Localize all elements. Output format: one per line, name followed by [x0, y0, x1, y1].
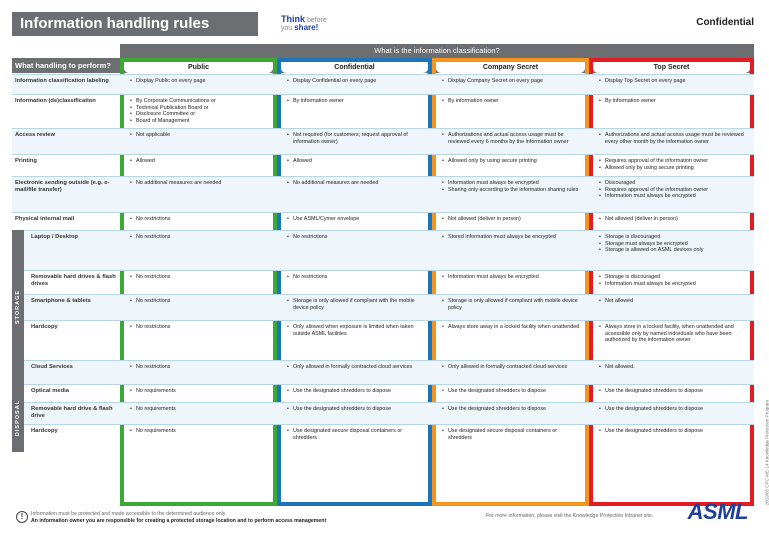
rule-item: • No restrictions	[130, 216, 268, 223]
rule-item: • No restrictions	[130, 234, 268, 241]
table-row	[12, 424, 754, 452]
table-row	[12, 230, 754, 270]
rule-item: • Always store away in a locked facility when unattended	[442, 324, 580, 331]
cell-public	[124, 425, 273, 452]
column-header: Top Secret	[593, 62, 750, 73]
column-header: Company Secret	[436, 62, 585, 73]
row-label: Physical internal mail	[15, 216, 75, 222]
cell-public	[124, 75, 273, 94]
rule-item: • No restrictions	[130, 364, 268, 371]
footer-more-info: For more information, please visit the Knowledge Protection Intranet site.	[486, 513, 654, 519]
cell-public	[124, 403, 273, 424]
cell-company-secret	[436, 155, 585, 176]
rule-item: • Not required (for customers; request approval of information owner)	[287, 132, 423, 145]
classification-marking: Confidential	[696, 17, 754, 28]
cell-public	[124, 295, 273, 320]
cell-top-secret	[593, 213, 750, 230]
classification-header: What is the information classification?	[120, 44, 754, 58]
rule-item: • Storage is discouraged	[599, 274, 745, 281]
table-row	[12, 294, 754, 320]
table-row	[12, 176, 754, 212]
rule-item: • Disclosure Committee or	[130, 111, 268, 118]
rule-item: • Display Top Secret on every page	[599, 78, 745, 85]
cell-confidential	[281, 95, 428, 128]
asml-logo: ASML	[687, 499, 748, 524]
table-row	[12, 94, 754, 128]
rule-item: • No restrictions	[130, 324, 268, 331]
row-label: Removable hard drives & flash drives	[31, 274, 116, 287]
table-row	[12, 212, 754, 230]
cell-top-secret	[593, 155, 750, 176]
cell-confidential	[281, 321, 428, 360]
rule-item: • Only allowed in formally contracted cloud services	[287, 364, 423, 371]
cell-public	[124, 231, 273, 270]
cell-top-secret	[593, 75, 750, 94]
rule-item: • Storage is allowed on ASML devices only	[599, 247, 745, 254]
column-header: Confidential	[281, 62, 428, 73]
row-label: Electronic sending outside (e.g. e-mail/file transfer)	[15, 180, 110, 193]
rule-item: • Storage is only allowed if compliant with the mobile device policy	[287, 298, 423, 311]
cell-top-secret	[593, 231, 750, 270]
rule-item: • No requirements	[130, 388, 268, 395]
cell-public	[124, 361, 273, 384]
row-label: Laptop / Desktop	[31, 234, 79, 240]
cell-confidential	[281, 271, 428, 294]
rule-item: • Authorizations and actual access usage must be reviewed every 6 months by the information owner	[442, 132, 580, 145]
rule-item: • Use the designated shredders to dispose	[287, 388, 423, 395]
rule-item: • No restrictions	[130, 274, 268, 281]
handling-header: What handling to perform?	[12, 58, 120, 73]
cell-company-secret	[436, 361, 585, 384]
table-row	[12, 128, 754, 154]
rule-item: • Requires approval of the information owner	[599, 158, 745, 165]
row-label: Hardcopy	[31, 324, 58, 330]
rule-item: • Use designated secure disposal containers or shredders	[287, 428, 423, 441]
cell-confidential	[281, 177, 428, 212]
rule-item: • No restrictions	[287, 234, 423, 241]
think-before-you-share-logo: Think before you share!	[281, 14, 327, 32]
row-label: Access review	[15, 132, 55, 138]
table-row	[12, 360, 754, 384]
cell-public	[124, 271, 273, 294]
cell-confidential	[281, 231, 428, 270]
cell-company-secret	[436, 385, 585, 402]
cell-public	[124, 177, 273, 212]
row-label: Removable hard drive & flash drive	[31, 406, 113, 419]
cell-top-secret	[593, 177, 750, 212]
rule-item: • No restrictions	[130, 298, 268, 305]
cell-company-secret	[436, 295, 585, 320]
rule-item: • No restrictions	[287, 274, 423, 281]
rule-item: • Allowed	[287, 158, 423, 165]
cell-confidential	[281, 155, 428, 176]
document-id: 2019/05 CPC-ME-14 Knowledge Protection Program	[764, 400, 769, 506]
cell-company-secret	[436, 425, 585, 452]
cell-company-secret	[436, 95, 585, 128]
row-label: Optical media	[31, 388, 70, 394]
cell-company-secret	[436, 129, 585, 154]
cell-top-secret	[593, 361, 750, 384]
cell-top-secret	[593, 271, 750, 294]
column-header: Public	[124, 62, 273, 73]
rule-item: • Storage must always be encrypted	[599, 241, 745, 248]
info-icon: !	[16, 511, 28, 523]
cell-top-secret	[593, 321, 750, 360]
rule-item: • Information must always be encrypted	[599, 281, 745, 288]
rule-item: • Not allowed.	[599, 364, 745, 371]
cell-company-secret	[436, 213, 585, 230]
table-row	[12, 320, 754, 360]
footer-note: Information must be protected and made accessible to the determined audience only. An information owner you are responsible for creating a protected storage location and to perform access management	[31, 511, 327, 524]
rule-item: • Allowed only by using secure printing	[599, 165, 745, 172]
rule-item: • Board of Management	[130, 118, 268, 125]
rule-item: • Information must always be encrypted	[442, 274, 580, 281]
rule-item: • By information owner	[287, 98, 423, 105]
row-label: Hardcopy	[31, 428, 58, 434]
rule-item: • Only allowed when exposure is limited when taken outside ASML facilities	[287, 324, 423, 337]
rule-item: • By information owner	[442, 98, 580, 105]
rule-item: • By information owner	[599, 98, 745, 105]
cell-public	[124, 155, 273, 176]
disposal-group-tab: DISPOSAL	[12, 384, 24, 452]
rule-item: • Technical Publication Board or	[130, 105, 268, 112]
cell-public	[124, 213, 273, 230]
cell-confidential	[281, 213, 428, 230]
table-row	[12, 270, 754, 294]
cell-public	[124, 321, 273, 360]
cell-top-secret	[593, 385, 750, 402]
cell-confidential	[281, 75, 428, 94]
rule-item: • Display Public on every page	[130, 78, 268, 85]
table-row	[12, 74, 754, 94]
rule-item: • Sharing only according to the information sharing rules	[442, 187, 580, 194]
rule-item: • Storage is only allowed if compliant with mobile device policy	[442, 298, 580, 311]
table-row	[12, 154, 754, 176]
rule-item: • Use the designated shredders to dispose	[599, 388, 745, 395]
cell-confidential	[281, 403, 428, 424]
cell-confidential	[281, 295, 428, 320]
rule-item: • Use the designated shredders to dispose	[599, 406, 745, 413]
cell-confidential	[281, 361, 428, 384]
rule-item: • Always store in a locked facility, when unattended and accessible only by named individuals who have been authorized by the information owner	[599, 324, 745, 344]
rule-item: • Use the designated shredders to dispose	[599, 428, 745, 435]
rule-item: • Allowed	[130, 158, 268, 165]
rule-item: • By Corporate Communications or	[130, 98, 268, 105]
table-row	[12, 384, 754, 402]
rule-item: • Use the designated shredders to dispose	[442, 406, 580, 413]
row-label: Smartphone & tablets	[31, 298, 91, 304]
rule-item: • Not allowed (deliver in person)	[599, 216, 745, 223]
cell-top-secret	[593, 403, 750, 424]
cell-company-secret	[436, 403, 585, 424]
rule-item: • Authorizations and actual access usage must be reviewed every other month by the information owner	[599, 132, 745, 145]
cell-top-secret	[593, 95, 750, 128]
rule-item: • Use the designated shredders to dispose	[287, 406, 423, 413]
cell-top-secret	[593, 295, 750, 320]
rule-item: • No additional measures are needed	[287, 180, 423, 187]
row-label: Information (de)classification	[15, 98, 96, 104]
rule-item: • Information must always be encrypted	[442, 180, 580, 187]
cell-company-secret	[436, 321, 585, 360]
rule-item: • Not allowed	[599, 298, 745, 305]
row-label: Cloud Services	[31, 364, 73, 370]
cell-company-secret	[436, 271, 585, 294]
cell-company-secret	[436, 75, 585, 94]
rule-item: • Allowed only by using secure printing	[442, 158, 580, 165]
rule-item: • No requirements	[130, 406, 268, 413]
rule-item: • No requirements	[130, 428, 268, 435]
row-label: Printing	[15, 158, 37, 164]
cell-top-secret	[593, 425, 750, 452]
rule-item: • Stored information must always be encrypted	[442, 234, 580, 241]
rule-item: • Display Confidential on every page	[287, 78, 423, 85]
cell-top-secret	[593, 129, 750, 154]
rule-item: • Use designated secure disposal containers or shredders	[442, 428, 580, 441]
rule-item: • Only allowed in formally contracted cloud services	[442, 364, 580, 371]
cell-public	[124, 129, 273, 154]
rule-item: • Information must always be encrypted	[599, 193, 745, 200]
cell-confidential	[281, 129, 428, 154]
rule-item: • Use the designated shredders to dispose	[442, 388, 580, 395]
cell-public	[124, 95, 273, 128]
rule-item: • Requires approval of the information owner	[599, 187, 745, 194]
storage-group-tab: STORAGE	[12, 230, 24, 384]
rule-item: • Not applicable	[130, 132, 268, 139]
rule-item: • Not allowed (deliver in person)	[442, 216, 580, 223]
rule-item: • No additional measures are needed	[130, 180, 268, 187]
table-row	[12, 402, 754, 424]
rule-item: • Discouraged	[599, 180, 745, 187]
cell-confidential	[281, 425, 428, 452]
page-title: Information handling rules	[12, 12, 258, 36]
rule-item: • Display Company Secret on every page	[442, 78, 580, 85]
rule-item: • Storage is discouraged	[599, 234, 745, 241]
rules-table	[12, 44, 754, 506]
cell-company-secret	[436, 231, 585, 270]
cell-public	[124, 385, 273, 402]
row-label: Information classification labeling	[15, 78, 109, 84]
rule-item: • Use ASML/Cymer envelope	[287, 216, 423, 223]
cell-confidential	[281, 385, 428, 402]
cell-company-secret	[436, 177, 585, 212]
